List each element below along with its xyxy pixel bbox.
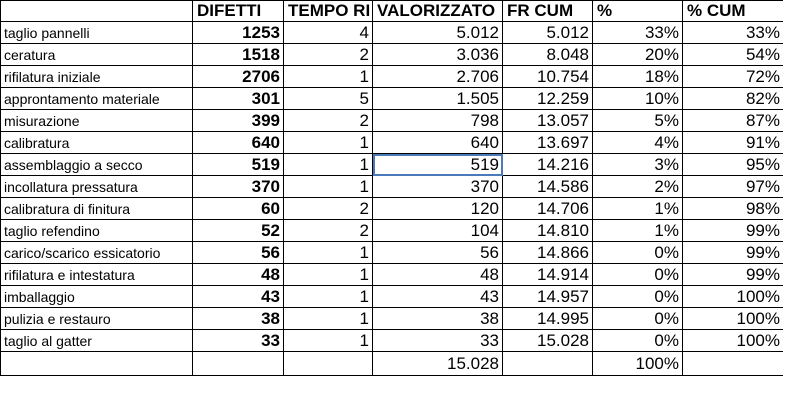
- cell-percent[interactable]: 1%: [593, 220, 683, 242]
- cell-percent-cum[interactable]: 97%: [683, 176, 784, 198]
- cell-percent[interactable]: 0%: [593, 330, 683, 352]
- cell-label[interactable]: calibratura: [1, 132, 193, 154]
- cell-tempo[interactable]: 1: [284, 330, 373, 352]
- header-cell-label[interactable]: [1, 1, 193, 22]
- header-cell-fr-cum[interactable]: FR CUM: [503, 1, 593, 22]
- cell-percent-cum[interactable]: 95%: [683, 154, 784, 176]
- cell-label[interactable]: assemblaggio a secco: [1, 154, 193, 176]
- cell-valorizzato[interactable]: 1.505: [373, 88, 503, 110]
- cell-percent-cum[interactable]: 98%: [683, 198, 784, 220]
- cell-fr-cum[interactable]: 5.012: [503, 22, 593, 44]
- cell-percent-cum[interactable]: 54%: [683, 44, 784, 66]
- header-cell-percent[interactable]: %: [593, 1, 683, 22]
- cell-valorizzato[interactable]: 798: [373, 110, 503, 132]
- table-row: [1, 220, 784, 242]
- table-row: [1, 176, 784, 198]
- total-cell-percent[interactable]: 100%: [593, 352, 683, 376]
- cell-percent[interactable]: 0%: [593, 308, 683, 330]
- cell-label[interactable]: misurazione: [1, 110, 193, 132]
- table-row: [1, 132, 784, 154]
- cell-tempo[interactable]: 1: [284, 132, 373, 154]
- cell-percent[interactable]: 33%: [593, 22, 683, 44]
- cell-valorizzato[interactable]: 2.706: [373, 66, 503, 88]
- cell-percent-cum[interactable]: 100%: [683, 286, 784, 308]
- table-row: [1, 264, 784, 286]
- cell-tempo[interactable]: 1: [284, 154, 373, 176]
- cell-percent[interactable]: 0%: [593, 286, 683, 308]
- cell-tempo[interactable]: 2: [284, 110, 373, 132]
- cell-difetti[interactable]: 56: [193, 242, 284, 264]
- cell-fr-cum[interactable]: 14.914: [503, 264, 593, 286]
- cell-fr-cum[interactable]: 14.810: [503, 220, 593, 242]
- cell-valorizzato[interactable]: 370: [373, 176, 503, 198]
- cell-valorizzato[interactable]: 56: [373, 242, 503, 264]
- header-cell-tempo[interactable]: TEMPO RI: [284, 1, 373, 22]
- cell-percent-cum[interactable]: 91%: [683, 132, 784, 154]
- cell-difetti[interactable]: 43: [193, 286, 284, 308]
- total-cell-difetti[interactable]: [193, 352, 284, 376]
- cell-difetti[interactable]: 38: [193, 308, 284, 330]
- cell-tempo[interactable]: 1: [284, 286, 373, 308]
- table-row: [1, 242, 784, 264]
- cell-label[interactable]: pulizia e restauro: [1, 308, 193, 330]
- cell-percent[interactable]: 20%: [593, 44, 683, 66]
- cell-fr-cum[interactable]: 15.028: [503, 330, 593, 352]
- cell-label[interactable]: imballaggio: [1, 286, 193, 308]
- cell-fr-cum[interactable]: 8.048: [503, 44, 593, 66]
- cell-percent-cum[interactable]: 99%: [683, 220, 784, 242]
- cell-label[interactable]: incollatura pressatura: [1, 176, 193, 198]
- cell-label[interactable]: calibratura di finitura: [1, 198, 193, 220]
- cell-fr-cum[interactable]: 14.866: [503, 242, 593, 264]
- cell-fr-cum[interactable]: 14.995: [503, 308, 593, 330]
- header-cell-percent-cum[interactable]: % CUM: [683, 1, 784, 22]
- cell-valorizzato[interactable]: 519: [373, 154, 503, 176]
- table-row: [1, 330, 784, 352]
- cell-percent-cum[interactable]: 87%: [683, 110, 784, 132]
- cell-fr-cum[interactable]: 14.586: [503, 176, 593, 198]
- cell-fr-cum[interactable]: 10.754: [503, 66, 593, 88]
- cell-tempo[interactable]: 2: [284, 220, 373, 242]
- cell-percent-cum[interactable]: 82%: [683, 88, 784, 110]
- cell-tempo[interactable]: 4: [284, 22, 373, 44]
- cell-difetti[interactable]: 519: [193, 154, 284, 176]
- cell-fr-cum[interactable]: 13.697: [503, 132, 593, 154]
- cell-percent-cum[interactable]: 99%: [683, 242, 784, 264]
- cell-tempo[interactable]: 5: [284, 88, 373, 110]
- cell-valorizzato[interactable]: 5.012: [373, 22, 503, 44]
- cell-percent[interactable]: 0%: [593, 242, 683, 264]
- cell-tempo[interactable]: 1: [284, 308, 373, 330]
- header-row: [1, 1, 784, 22]
- cell-valorizzato[interactable]: 43: [373, 286, 503, 308]
- cell-percent-cum[interactable]: 99%: [683, 264, 784, 286]
- spreadsheet-body: [1, 1, 784, 376]
- cell-percent-cum[interactable]: 100%: [683, 308, 784, 330]
- total-cell-tempo[interactable]: [284, 352, 373, 376]
- cell-label[interactable]: carico/scarico essicatorio: [1, 242, 193, 264]
- cell-tempo[interactable]: 2: [284, 198, 373, 220]
- cell-valorizzato[interactable]: 120: [373, 198, 503, 220]
- cell-fr-cum[interactable]: 14.957: [503, 286, 593, 308]
- table-row: [1, 22, 784, 44]
- table-row: [1, 88, 784, 110]
- table-row: [1, 154, 784, 176]
- cell-percent[interactable]: 1%: [593, 198, 683, 220]
- cell-fr-cum[interactable]: 12.259: [503, 88, 593, 110]
- table-row: [1, 44, 784, 66]
- cell-label[interactable]: approntamento materiale: [1, 88, 193, 110]
- cell-tempo[interactable]: 1: [284, 176, 373, 198]
- cell-difetti[interactable]: 1253: [193, 22, 284, 44]
- cell-valorizzato[interactable]: 104: [373, 220, 503, 242]
- cell-tempo[interactable]: 1: [284, 264, 373, 286]
- cell-valorizzato[interactable]: 3.036: [373, 44, 503, 66]
- cell-label[interactable]: taglio refendino: [1, 220, 193, 242]
- cell-difetti[interactable]: 48: [193, 264, 284, 286]
- cell-fr-cum[interactable]: 14.216: [503, 154, 593, 176]
- cell-percent[interactable]: 5%: [593, 110, 683, 132]
- cell-percent-cum[interactable]: 33%: [683, 22, 784, 44]
- cell-difetti[interactable]: 60: [193, 198, 284, 220]
- cell-difetti[interactable]: 370: [193, 176, 284, 198]
- cell-difetti[interactable]: 301: [193, 88, 284, 110]
- table-row: [1, 308, 784, 330]
- cell-valorizzato[interactable]: 33: [373, 330, 503, 352]
- cell-label[interactable]: rifilatura iniziale: [1, 66, 193, 88]
- totals-row: [1, 352, 784, 376]
- cell-percent[interactable]: 4%: [593, 132, 683, 154]
- cell-tempo[interactable]: 1: [284, 66, 373, 88]
- cell-percent[interactable]: 2%: [593, 176, 683, 198]
- cell-difetti[interactable]: 640: [193, 132, 284, 154]
- header-cell-difetti[interactable]: DIFETTI: [193, 1, 284, 22]
- cell-difetti[interactable]: 52: [193, 220, 284, 242]
- cell-percent[interactable]: 10%: [593, 88, 683, 110]
- cell-fr-cum[interactable]: 14.706: [503, 198, 593, 220]
- cell-valorizzato[interactable]: 640: [373, 132, 503, 154]
- cell-percent-cum[interactable]: 100%: [683, 330, 784, 352]
- total-cell-valorizzato[interactable]: 15.028: [373, 352, 503, 376]
- cell-label[interactable]: rifilatura e intestatura: [1, 264, 193, 286]
- cell-percent[interactable]: 3%: [593, 154, 683, 176]
- cell-difetti[interactable]: 399: [193, 110, 284, 132]
- table-row: [1, 66, 784, 88]
- total-cell-fr-cum[interactable]: [503, 352, 593, 376]
- cell-label[interactable]: taglio al gatter: [1, 330, 193, 352]
- cell-difetti[interactable]: 1518: [193, 44, 284, 66]
- cell-tempo[interactable]: 2: [284, 44, 373, 66]
- cell-percent-cum[interactable]: 72%: [683, 66, 784, 88]
- table-row: [1, 198, 784, 220]
- cell-difetti[interactable]: 2706: [193, 66, 284, 88]
- cell-difetti[interactable]: 33: [193, 330, 284, 352]
- table-row: [1, 110, 784, 132]
- cell-valorizzato[interactable]: 38: [373, 308, 503, 330]
- header-cell-valorizzato[interactable]: VALORIZZATO: [373, 1, 503, 22]
- cell-tempo[interactable]: 1: [284, 242, 373, 264]
- cell-fr-cum[interactable]: 13.057: [503, 110, 593, 132]
- cell-percent[interactable]: 18%: [593, 66, 683, 88]
- cell-label[interactable]: taglio pannelli: [1, 22, 193, 44]
- total-cell-percent-cum[interactable]: [683, 352, 784, 376]
- cell-label[interactable]: ceratura: [1, 44, 193, 66]
- cell-percent[interactable]: 0%: [593, 264, 683, 286]
- cell-valorizzato[interactable]: 48: [373, 264, 503, 286]
- table-row: [1, 286, 784, 308]
- total-cell-label[interactable]: [1, 352, 193, 376]
